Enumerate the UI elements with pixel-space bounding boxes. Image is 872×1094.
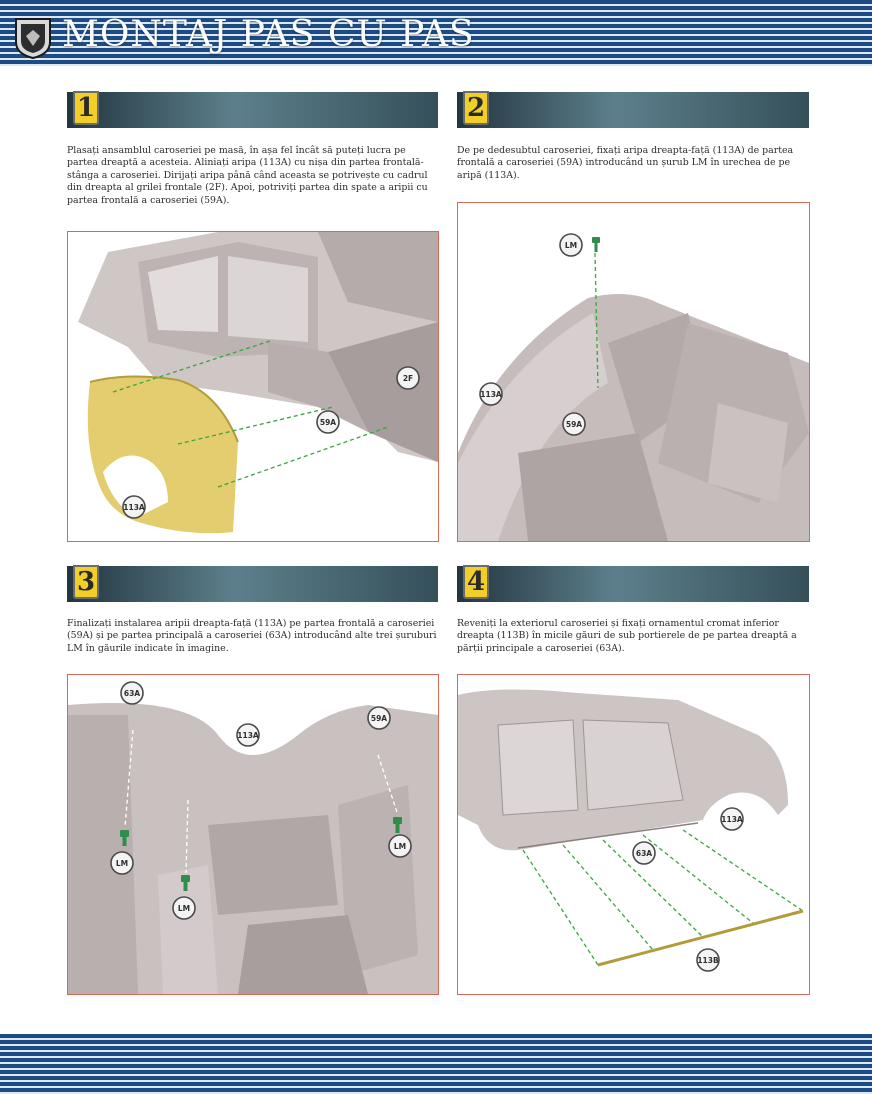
step-3-header [67, 566, 438, 602]
svg-text:113A: 113A [721, 815, 743, 824]
label-63A [633, 842, 655, 864]
header-banner [0, 0, 872, 66]
svg-text:59A: 59A [370, 714, 388, 723]
step-2-text: De pe dedesubtul caroseriei, fixați aripa dreapta-față (113A) de partea frontală a caroseriei (59A) introducând un șurub LM în urechea de pe aripă (113A). [457, 145, 794, 181]
brand-shield-icon [14, 16, 52, 60]
label-59A [563, 413, 585, 435]
svg-text:113A: 113A [237, 731, 259, 740]
svg-text:63A: 63A [635, 849, 653, 858]
page-title: MONTAJ PAS CU PAS [62, 14, 475, 55]
label-59A [317, 411, 339, 433]
step-4-text: Reveniți la exteriorul caroseriei și fixați ornamentul cromat inferior dreapta (113B) în micile găuri de sub portierele de pe partea dreaptă a părții principale a caroseriei (63A). [457, 618, 797, 654]
svg-text:59A: 59A [319, 418, 337, 427]
svg-text:LM: LM [177, 904, 191, 913]
svg-text:2F: 2F [402, 374, 414, 383]
label-LM [111, 852, 133, 874]
step-4-illustration [457, 674, 810, 995]
step-3-illustration [67, 674, 439, 995]
step-3-text: Finalizați instalarea aripii dreapta-față (113A) pe partea frontală a caroseriei (59A) și pe partea principală a caroseriei (63A) introducând alte trei șuruburi LM în găurile indicate în imagine. [67, 618, 437, 654]
label-LM [389, 835, 411, 857]
step-2-header [457, 92, 809, 128]
label-2F [397, 367, 419, 389]
label-LM [560, 234, 582, 256]
step-1-header [67, 92, 438, 128]
label-LM [173, 897, 195, 919]
step-1-illustration [67, 231, 439, 542]
step-4-header [457, 566, 809, 602]
svg-text:LM: LM [393, 842, 407, 851]
footer-banner [0, 1034, 872, 1094]
svg-text:LM: LM [564, 241, 578, 250]
label-113B [697, 949, 719, 971]
svg-text:113A: 113A [123, 503, 145, 512]
label-59A [368, 707, 390, 729]
svg-text:59A: 59A [565, 420, 583, 429]
svg-text:113B: 113B [697, 956, 719, 965]
svg-text:63A: 63A [123, 689, 141, 698]
label-113A [237, 724, 259, 746]
label-63A [121, 682, 143, 704]
step-1-number: 1 [73, 91, 99, 125]
step-1-text: Plasați ansamblul caroseriei pe masă, în așa fel încât să puteți lucra pe partea dreaptă a acesteia. Aliniați aripa (113A) cu nișa din partea frontală-stânga a caroseriei. Dirijați aripa până când aceasta se potrivește cu cadrul din dreapta al grilei frontale (2F). Apoi, potriviți partea din spate a aripii cu partea frontală a caroseriei (59A). [67, 145, 428, 206]
step-3-number: 3 [73, 565, 99, 599]
label-113A [721, 808, 743, 830]
label-113A [123, 496, 145, 518]
svg-text:113A: 113A [480, 390, 502, 399]
label-113A [480, 383, 502, 405]
step-2-illustration [457, 202, 810, 542]
svg-text:LM: LM [115, 859, 129, 868]
step-4-number: 4 [463, 565, 489, 599]
step-2-number: 2 [463, 91, 489, 125]
